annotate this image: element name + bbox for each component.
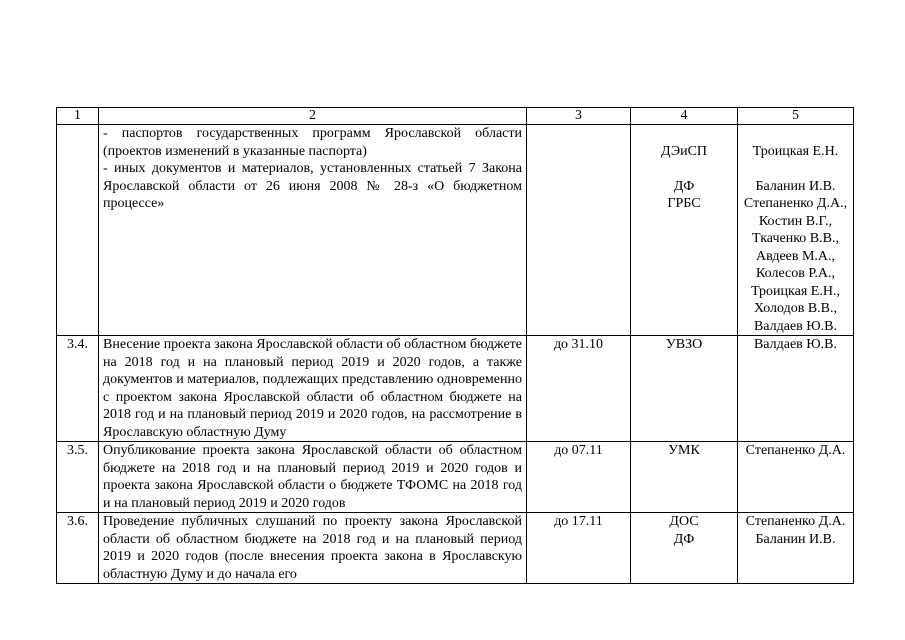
description-line: - паспортов государственных программ Ярославской области (проектов изменений в указанные паспорта): [103, 126, 522, 159]
table-row: [57, 125, 854, 336]
description-line: - иных документов и материалов, установленных статьей 7 Закона Ярославской области от 26 июня 2008 № 28-з «О бюджетном процессе»: [103, 161, 522, 211]
responsible-person: Степаненко Д.А.: [745, 514, 846, 529]
responsible-person: Костин В.Г.,: [758, 213, 833, 229]
row-deadline: до 07.11: [527, 442, 631, 513]
organization-label: ДЭиСП: [660, 143, 708, 159]
row-description: Проведение публичных слушаний по проекту закона Ярославской области об областном бюджете на 2018 год и на плановый период 2019 и 2020 годов (после внесения проекта закона в Ярославскую областную Думу и до начала его: [99, 513, 527, 584]
organization-label: ДФ: [673, 178, 695, 194]
row-number: 3.6.: [57, 513, 99, 584]
row-description: [99, 125, 527, 336]
responsible-person: Холодов В.В.,: [753, 301, 838, 316]
responsible-person: Колесов Р.А.,: [756, 266, 835, 281]
row-responsible: [738, 336, 854, 442]
responsible-person: Ткаченко В.В.,: [752, 231, 839, 246]
responsible-person: Степаненко Д.А.,: [743, 196, 848, 211]
row-organizations: [631, 513, 738, 584]
row-deadline: до 31.10: [527, 336, 631, 442]
row-organizations: [631, 125, 738, 336]
row-number: 3.4.: [57, 336, 99, 442]
header-cell-1: 1: [57, 108, 99, 125]
organization-label: УМК: [668, 443, 700, 458]
row-number: 3.5.: [57, 442, 99, 513]
organization-label: ГРБС: [667, 196, 701, 211]
responsible-person: Баланин И.В.: [755, 531, 836, 547]
responsible-person: Троицкая Е.Н.: [752, 143, 839, 159]
row-deadline: до 17.11: [527, 513, 631, 584]
header-cell-3: 3: [527, 108, 631, 125]
table-row: [57, 442, 854, 513]
table-row: [57, 336, 854, 442]
row-description: Опубликование проекта закона Ярославской области об областном бюджете на 2018 год и на плановый период 2019 и 2020 годов и проекта закона Ярославской области о бюджете ТФОМС на 2018 год и на плановый период 2019 и 2020 годов: [99, 442, 527, 513]
organization-label: ДОС: [669, 514, 699, 529]
row-description: Внесение проекта закона Ярославской области об областном бюджете на 2018 год и на плановый период 2019 и 2020 годов, а также документов и материалов, подлежащих представлению одновременно с проектом закона Ярославской области об областном бюджете на 2018 год и на плановый период 2019 и 2020 годов, на рассмотрение в Ярославскую областную Думу: [99, 336, 527, 442]
row-responsible: [738, 442, 854, 513]
responsible-person: Валдаев Ю.В.: [753, 337, 838, 352]
organization-label: ДФ: [673, 531, 695, 547]
row-deadline: [527, 125, 631, 336]
responsible-person: Авдеев М.А.,: [755, 248, 836, 264]
row-responsible: [738, 513, 854, 584]
plan-table: [56, 107, 854, 584]
row-number: [57, 125, 99, 336]
table-row: [57, 513, 854, 584]
header-cell-2: 2: [99, 108, 527, 125]
header-cell-4: 4: [631, 108, 738, 125]
header-cell-5: 5: [738, 108, 854, 125]
responsible-person: Троицкая Е.Н.,: [751, 283, 840, 299]
row-responsible: [738, 125, 854, 336]
responsible-person: Баланин И.В.: [755, 178, 836, 194]
row-organizations: [631, 442, 738, 513]
responsible-person: Валдаев Ю.В.: [753, 318, 838, 334]
responsible-person: Степаненко Д.А.: [745, 443, 846, 458]
row-organizations: [631, 336, 738, 442]
table-header-row: [57, 108, 854, 125]
organization-label: УВЗО: [665, 337, 703, 352]
